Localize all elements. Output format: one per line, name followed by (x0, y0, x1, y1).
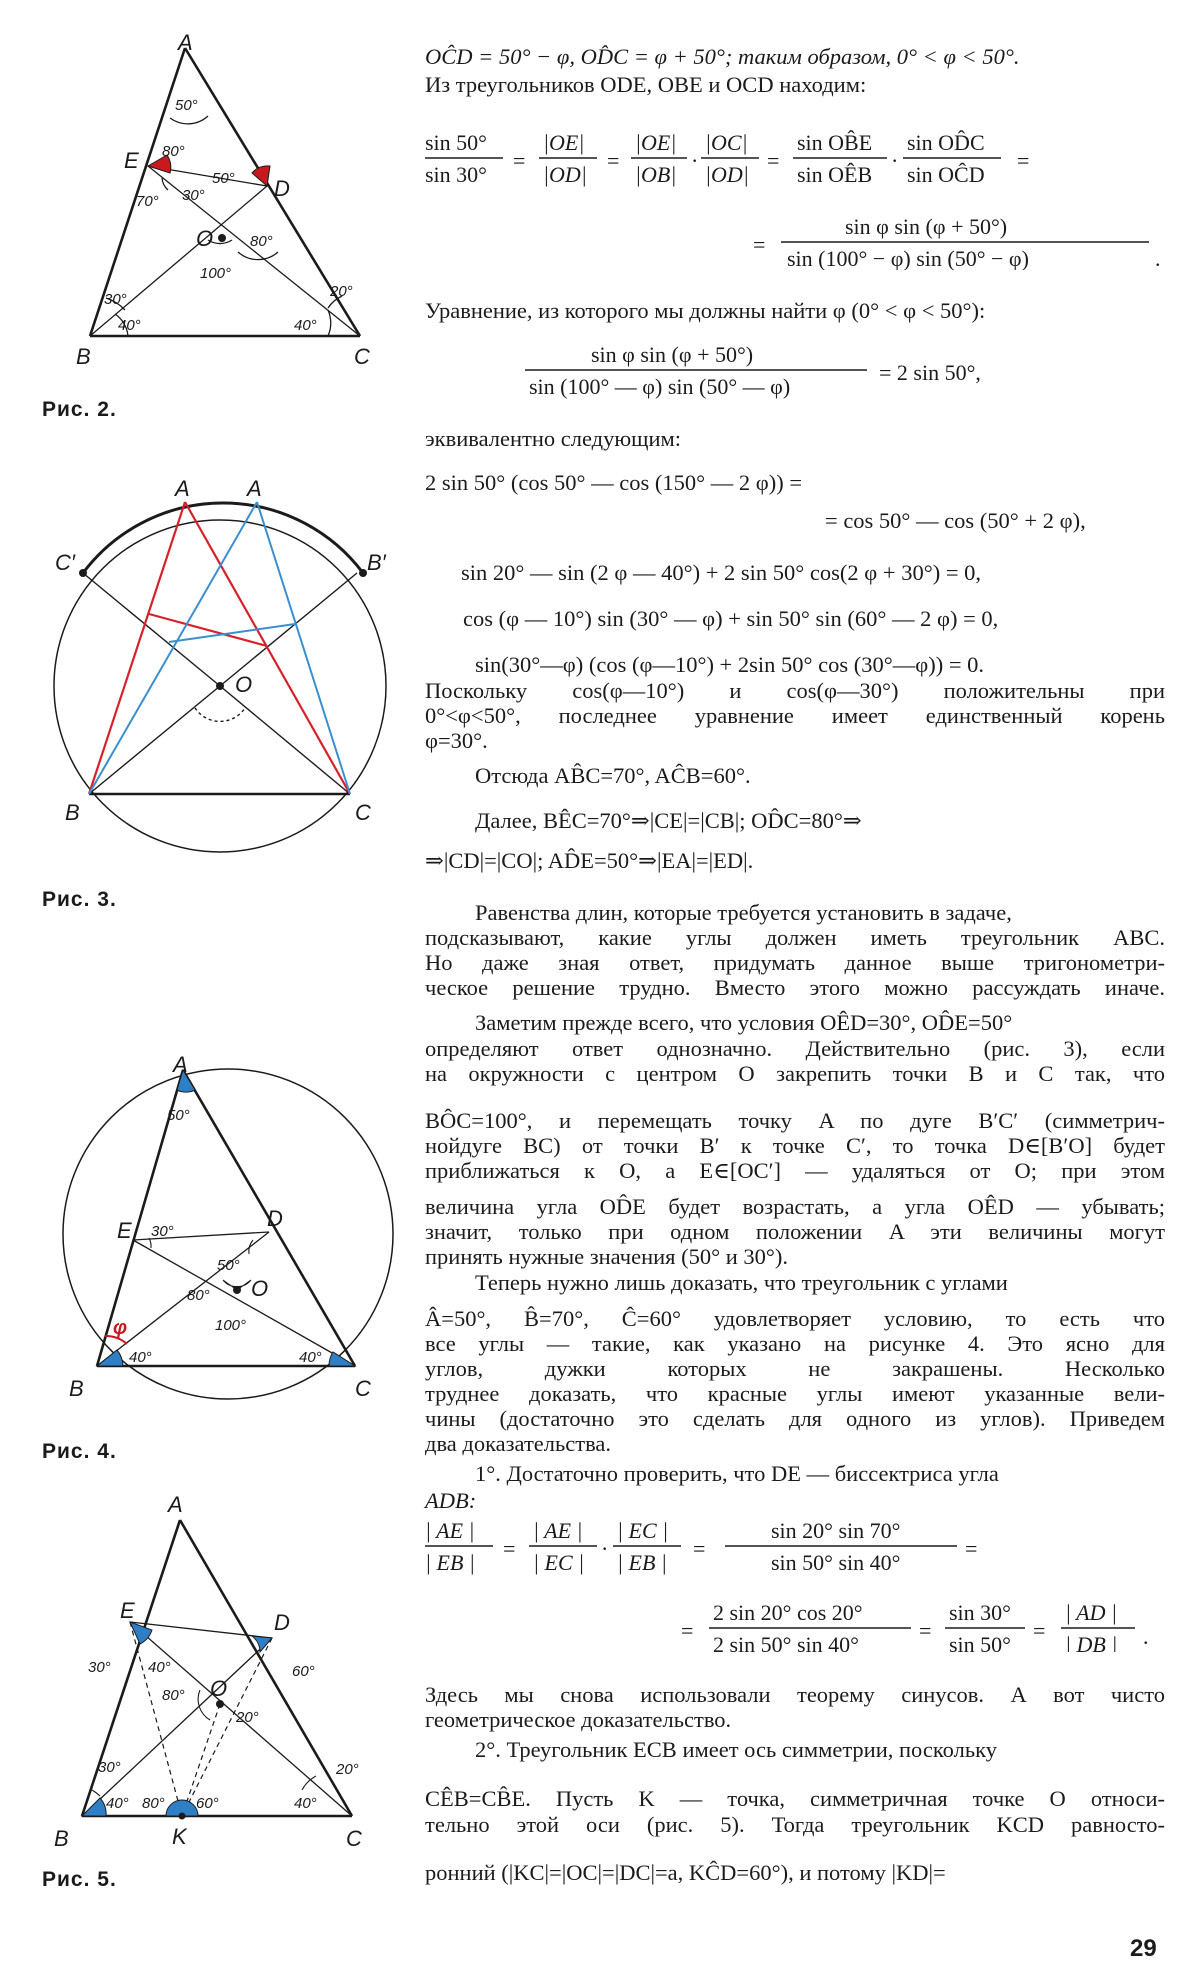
text-line: φ=30°. (425, 728, 488, 753)
text-line: подсказывают, какие углы должен иметь треугольник ABC. (425, 925, 1165, 950)
text-line: два доказательства. (425, 1431, 612, 1456)
text-line: sin 20° — sin (2 φ — 40°) + 2 sin 50° cos(2 φ + 30°) = 0, (461, 560, 982, 585)
point-o: O (196, 226, 214, 251)
angle-phi-label: φ (113, 1317, 128, 1339)
figure-5 (40, 1490, 380, 1860)
svg-text:=: = (513, 148, 526, 173)
point-b: B (65, 800, 80, 825)
text-line: OĈD = 50° − φ, OD̂C = φ + 50°; таким образом, 0° < φ < 50°. (425, 44, 1020, 69)
angle-d-label: 50° (217, 1257, 240, 1274)
red-angle-d (252, 166, 270, 186)
text-line: ⇒|CD|=|CO|; AD̂E=50°⇒|EA|=|ED|. (425, 848, 754, 873)
frac-den: | EB | (425, 1550, 475, 1575)
angle-c20-label: 20° (336, 1761, 359, 1778)
svg-text:=: = (607, 148, 620, 173)
svg-text:=: = (1033, 1618, 1046, 1643)
text-line: Из треугольников ODE, OBE и OCD находим: (425, 72, 867, 97)
angle-e-label: 30° (151, 1223, 174, 1240)
point-c: C (355, 800, 371, 825)
text-line: все углы — такие, как указано на рисунке 4. Это ясно для (425, 1331, 1165, 1356)
angle-e30-label: 30° (182, 187, 205, 204)
svg-text:.: . (1143, 1624, 1149, 1649)
text-line: ронний (|KC|=|OC|=|DC|=a, KĈD=60°), и потому |KD|= (425, 1860, 946, 1885)
caption-fig-2: Рис. 2. (42, 398, 117, 421)
caption-fig-5: Рис. 5. (42, 1868, 117, 1891)
frac-den: sin OÊB (797, 162, 873, 187)
angle-k60-label: 60° (196, 1795, 219, 1812)
point-b: B (69, 1376, 84, 1401)
frac-num: | AD | (1065, 1600, 1118, 1625)
frac-num: sin 50° (425, 130, 487, 155)
angle-o80-label: 80° (187, 1287, 210, 1304)
angle-d60-label: 60° (292, 1663, 315, 1680)
text-line: Поскольку cos(φ—10°) и cos(φ—30°) положительны при (425, 678, 1165, 703)
point-e: E (124, 148, 139, 173)
angle-e80-label: 80° (162, 143, 185, 160)
text-line: 1°. Достаточно проверить, что DE — биссектриса угла (475, 1461, 999, 1486)
point-a: A (168, 1492, 183, 1517)
svg-text:=: = (965, 1536, 978, 1561)
text-line: Равенства длин, которые требуется установить в задаче, (475, 900, 1012, 925)
frac-den: |OD| (543, 162, 587, 187)
frac-num: | AE | (425, 1518, 475, 1543)
text-line: ческое решение трудно. Вместо этого можно рассуждать иначе. (425, 975, 1165, 1000)
text-line: тельно этой оси (рис. 5). Тогда треугольник KCD равносто- (425, 1812, 1165, 1837)
frac-num: sin 20° sin 70° (771, 1518, 901, 1543)
equation-2 (525, 342, 1125, 402)
frac-num: 2 sin 20° cos 20° (713, 1600, 863, 1625)
text-line: sin(30°—φ) (cos (φ—10°) + 2sin 50° cos (30°—φ)) = 0. (475, 652, 985, 677)
text-line: = cos 50° — cos (50° + 2 φ), (825, 508, 1086, 533)
text-line: труднее доказать, что красные углы имеют указанные вели- (425, 1381, 1165, 1406)
text-line: 2°. Треугольник ECB имеет ось симметрии, поскольку (475, 1737, 997, 1762)
figure-2 (70, 28, 390, 368)
point-o: O (210, 1676, 228, 1701)
svg-text:·: · (691, 148, 699, 173)
text-line: Â=50°, B̂=70°, Ĉ=60° удовлетворяет условию, то есть что (425, 1306, 1165, 1331)
point-c: C (355, 1376, 371, 1401)
angle-b-label: 40° (129, 1349, 152, 1366)
frac-num: sin OB̂E (797, 130, 873, 155)
svg-text:=: = (503, 1536, 516, 1561)
angle-b40-label: 40° (106, 1795, 129, 1812)
angle-a-label: 50° (167, 1107, 190, 1124)
angle-c40-label: 40° (294, 1795, 317, 1812)
frac-den: sin 50° sin 40° (771, 1550, 901, 1575)
text-line: Отсюда AB̂C=70°, AĈB=60°. (475, 763, 751, 788)
svg-text:·: · (601, 1536, 609, 1561)
text-line: приближаться к O, а E∈[OC′] — удаляться от O; при этом (425, 1158, 1165, 1183)
angle-b30-label: 30° (104, 291, 127, 308)
frac-num: sin φ sin (φ + 50°) (591, 342, 754, 367)
text-line: Уравнение, из которого мы должны найти φ (0° < φ < 50°): (425, 298, 986, 323)
frac-den: sin OĈD (907, 162, 985, 187)
point-b-prime: B′ (367, 550, 386, 575)
svg-text:=: = (767, 148, 780, 173)
angle-o20-label: 20° (236, 1709, 259, 1726)
equation-1 (425, 130, 1165, 270)
figure-3 (45, 478, 405, 848)
angle-o80-label: 80° (162, 1687, 185, 1704)
point-a-blue: A (247, 476, 262, 501)
text-line: нойдуге BC) от точки B′ к точке C′, то точка D∈[B′O] будет (425, 1133, 1165, 1158)
equation-3 (425, 1518, 1165, 1652)
text-line: геометрическое доказательство. (425, 1707, 732, 1732)
svg-text:·: · (891, 148, 899, 173)
text-line: на окружности с центром O закрепить точки B и C так, что (425, 1061, 1165, 1086)
text-line: Заметим прежде всего, что условия OÊD=30°, OD̂E=50° (475, 1010, 1013, 1035)
point-b: B (76, 344, 91, 369)
point-a: A (173, 1052, 188, 1077)
frac-den: | DB | (1065, 1632, 1118, 1652)
caption-fig-4: Рис. 4. (42, 1440, 117, 1463)
text-line: 2 sin 50° (cos 50° — cos (150° — 2 φ)) = (425, 470, 803, 495)
point-c: C (354, 344, 370, 369)
frac-num: sin OD̂C (907, 130, 985, 155)
svg-text:.: . (1155, 246, 1161, 270)
frac-num: | AE | (533, 1518, 583, 1543)
text-line: cos (φ — 10°) sin (30° — φ) + sin 50° sin (60° — 2 φ) = 0, (463, 606, 999, 631)
caption-fig-3: Рис. 3. (42, 888, 117, 911)
point-e: E (120, 1598, 135, 1623)
frac-num: sin φ sin (φ + 50°) (845, 214, 1008, 239)
frac-num: |OC| (705, 130, 748, 155)
angle-a-label: 50° (175, 97, 198, 114)
text-line: эквивалентно следующим: (425, 426, 682, 451)
angle-b40-label: 40° (118, 317, 141, 334)
frac-den: | EB | (617, 1550, 667, 1575)
svg-text:=: = (1017, 148, 1030, 173)
text-line: Теперь нужно лишь доказать, что треугольник с углами (475, 1270, 1008, 1295)
point-e: E (117, 1218, 132, 1243)
point-d: D (274, 1610, 290, 1635)
angle-c40-label: 40° (294, 317, 317, 334)
angle-e70-label: 70° (136, 193, 159, 210)
text-line: ADB: (425, 1488, 477, 1513)
point-c-prime: C′ (55, 550, 76, 575)
point-d: D (267, 1206, 283, 1231)
angle-o100-label: 100° (215, 1317, 247, 1334)
point-d: D (274, 176, 290, 201)
text-line: Здесь мы снова использовали теорему синусов. А вот чисто (425, 1682, 1165, 1707)
svg-text:=: = (681, 1618, 694, 1643)
text-line: принять нужные значения (50° и 30°). (425, 1244, 789, 1269)
point-c: C (346, 1826, 362, 1851)
angle-c-label: 40° (299, 1349, 322, 1366)
figure-4 (45, 1044, 405, 1404)
frac-den: |OD| (705, 162, 749, 187)
frac-den: sin (100° — φ) sin (50° — φ) (529, 374, 791, 399)
point-k: K (172, 1824, 187, 1849)
frac-den: sin (100° − φ) sin (50° − φ) (787, 246, 1029, 270)
angle-o100-label: 100° (200, 265, 232, 282)
text-line: CÊB=CB̂E. Пусть K — точка, симметричная точке O относи- (425, 1786, 1165, 1811)
text-line: Но даже зная ответ, придумать данное выше тригонометри- (425, 950, 1165, 975)
text-line: Далее, BÊC=70°⇒|CE|=|CB|; OD̂C=80°⇒ (475, 808, 862, 833)
angle-e30-label: 30° (88, 1659, 111, 1676)
text-line: величина угла OD̂E будет возрастать, а угла OÊD — убывать; (425, 1194, 1165, 1219)
angle-b30-label: 30° (98, 1759, 121, 1776)
text-line: углов, дужки которых не закрашены. Несколько (425, 1356, 1165, 1381)
frac-num: |OE| (635, 130, 677, 155)
angle-e40-label: 40° (148, 1659, 171, 1676)
angle-o80-label: 80° (250, 233, 273, 250)
angle-c20-label: 20° (330, 283, 353, 300)
frac-den: 2 sin 50° sin 40° (713, 1632, 859, 1652)
text-line: определяют ответ однозначно. Действительно (рис. 3), если (425, 1036, 1165, 1061)
angle-d50-label: 50° (212, 170, 235, 187)
equation-rhs: = 2 sin 50°, (879, 360, 981, 385)
angle-k80-label: 80° (142, 1795, 165, 1812)
frac-den: sin 50° (949, 1632, 1011, 1652)
page-number: 29 (1130, 1935, 1157, 1962)
point-o: O (235, 672, 253, 697)
point-a-red: A (175, 476, 190, 501)
svg-text:=: = (693, 1536, 706, 1561)
text-line: значит, только при одном положении A эти величины могут (425, 1219, 1165, 1244)
frac-den: | EC | (533, 1550, 585, 1575)
text-line: чины (достаточно это сделать для одного из углов). Приведем (425, 1406, 1165, 1431)
point-b: B (54, 1826, 69, 1851)
text-line: BÔC=100°, и перемещать точку A по дуге B′C′ (симметрич- (425, 1108, 1165, 1133)
svg-text:=: = (753, 232, 766, 257)
frac-num: sin 30° (949, 1600, 1011, 1625)
point-o: O (251, 1276, 269, 1301)
svg-text:=: = (919, 1618, 932, 1643)
frac-num: | EC | (617, 1518, 669, 1543)
text-line: 0°<φ<50°, последнее уравнение имеет единственный корень (425, 703, 1165, 728)
frac-den: sin 30° (425, 162, 487, 187)
point-a: A (178, 30, 193, 55)
frac-num: |OE| (543, 130, 585, 155)
frac-den: |OB| (635, 162, 677, 187)
